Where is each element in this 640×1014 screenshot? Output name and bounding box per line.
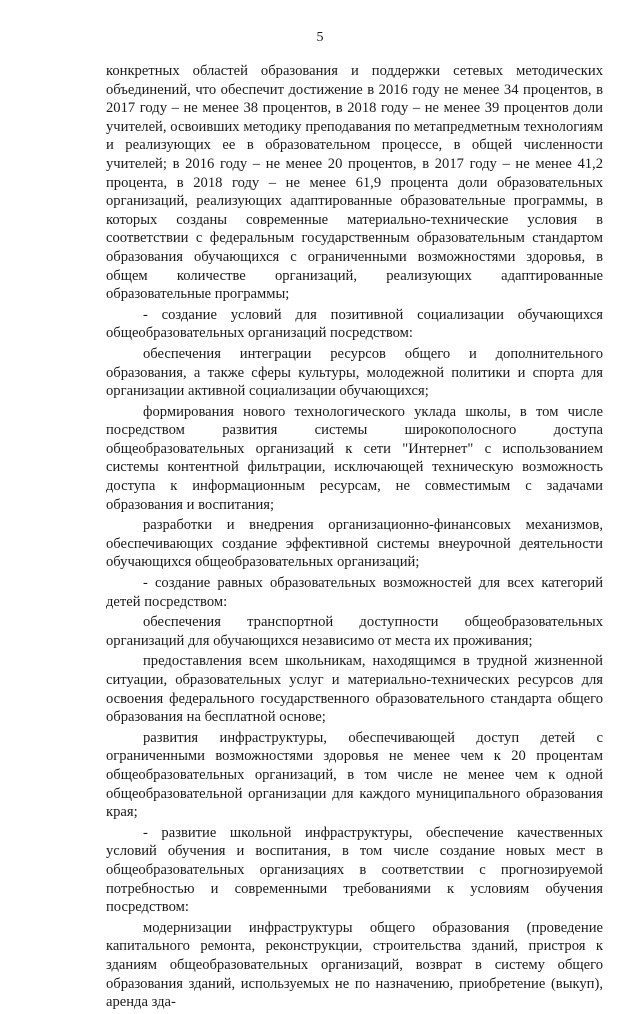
paragraph-infrastructure-access: развития инфраструктуры, обеспечивающей доступ детей с ограниченными возможностями здоровья не менее чем к 20 процентам общеобразовательных организаций, в том числе не менее чем к одной общеобразовательной организации для каждого муниципального образования края; [106,729,603,821]
paragraph-modernization: модернизации инфраструктуры общего образования (проведение капитального ремонта, реконструкции, строительства зданий, пристроя к зданиям общеобразовательных организаций, возврат в систему общего образования зданий, используемых не по назначению, приобретение (выкуп), аренда зда- [106,919,603,1011]
document-body [106,62,603,1014]
paragraph-equal-opportunities: - создание равных образовательных возможностей для всех категорий детей посредством: [106,575,603,610]
page-number: 5 [316,30,324,45]
paragraph-continuation: конкретных областей образования и поддержки сетевых методических объединений, что обеспечит достижение в 2016 году не менее 34 процентов, в 2017 году – не менее 38 процентов, в 2018 году – не менее 39 процентов доли учителей, освоивших методику преподавания по метапредметным технологиям и реализующих ее в образовательном процессе, в общей численности учителей; в 2016 году – не менее 20 процентов, в 2017 году – не менее 41,2 процента, в 2018 году – не менее 61,9 процента доли образовательных организаций, реализующих адаптированные образовательные программы, в которых созданы современные материально-технические условия в соответствии с федеральным государственным образовательным стандартом образования обучающихся с ограниченными возможностями здоровья, в общем количестве организаций, реализующих адаптированные образовательные программы; [106,63,603,303]
paragraph-socialization: - создание условий для позитивной социализации обучающихся общеобразовательных организаций посредством: [106,306,603,342]
paragraph-technological-structure: формирования нового технологического уклада школы, в том числе посредством развития системы широкополосного доступа общеобразовательных организаций к сети "Интернет" с использованием системы контентной фильтрации, исключающей техническую возможность доступа к информационным ресурсам, не совместимым с задачами образования и воспитания; [106,403,603,513]
paragraph-difficult-situation: предоставления всем школьникам, находящимся в трудной жизненной ситуации, образовательных услуг и материально-технических ресурсов для освоения федерального государственного образовательного стандарта общего образования на бесплатной основе; [106,653,603,726]
paragraph-financial-mechanisms: разработки и внедрения организационно-финансовых механизмов, обеспечивающих создание эффективной системы внеурочной деятельности обучающихся общеобразовательных организаций; [106,517,603,571]
paragraph-school-infrastructure: - развитие школьной инфраструктуры, обеспечение качественных условий обучения и воспитания, в том числе создание новых мест в общеобразовательных организациях в соответствии с прогнозируемой потребностью и современными требованиями к условиям обучения посредством: [106,824,603,916]
paragraph-resource-integration: обеспечения интеграции ресурсов общего и дополнительного образования, а также сферы культуры, молодежной политики и спорта для организации активной социализации обучающихся; [106,345,603,400]
paragraph-transport-access: обеспечения транспортной доступности общеобразовательных организаций для обучающихся независимо от места их проживания; [106,614,603,649]
